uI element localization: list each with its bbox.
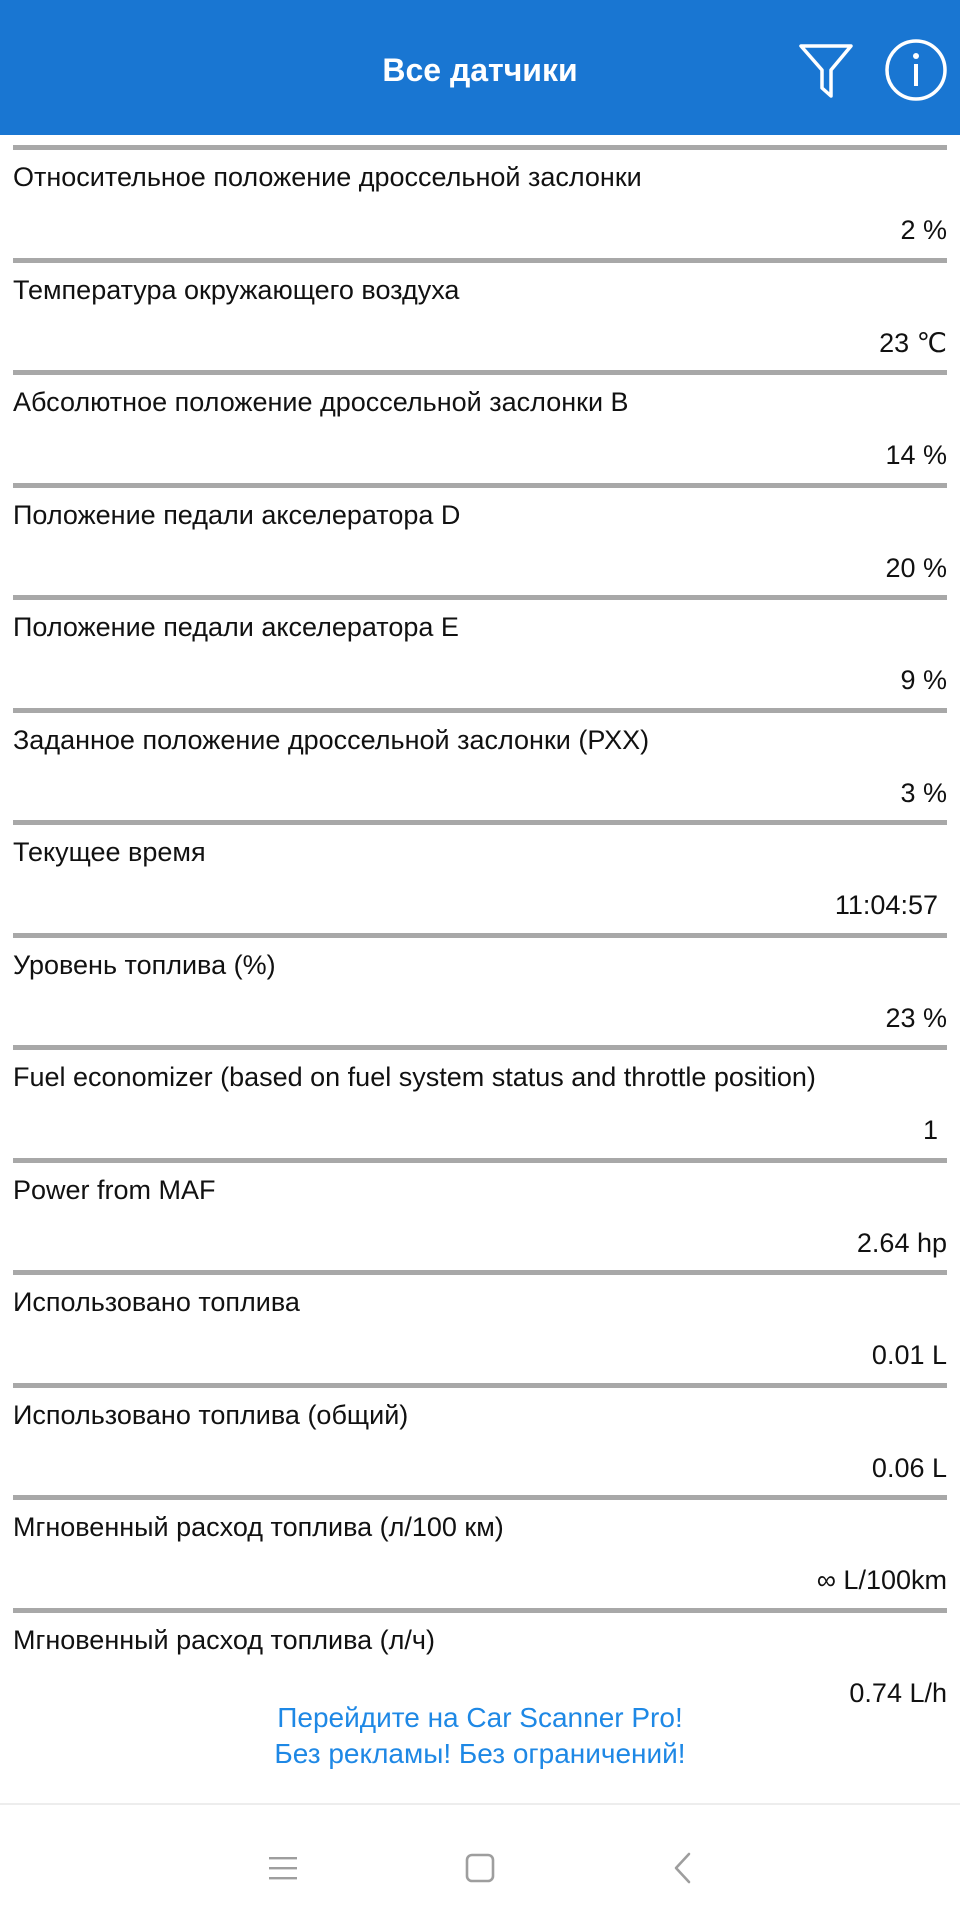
sensor-row[interactable]	[0, 1373, 960, 1486]
sensor-value: 9 %	[900, 665, 947, 695]
row-divider	[13, 1158, 947, 1163]
sensor-value: 0.06 L	[871, 1452, 947, 1483]
row-divider	[13, 595, 947, 600]
row-divider	[13, 1045, 947, 1050]
sensor-value: 2 %	[900, 215, 947, 245]
sensor-row[interactable]	[0, 135, 960, 248]
sensor-name: Положение педали акселератора E	[13, 612, 459, 642]
sensor-name: Относительное положение дроссельной заслонки	[13, 162, 642, 192]
sensor-row[interactable]	[0, 923, 960, 1036]
filter-funnel-icon	[796, 40, 856, 100]
row-divider	[13, 258, 947, 263]
row-divider	[13, 1270, 947, 1275]
promo-banner[interactable]	[0, 1700, 960, 1772]
sensor-row[interactable]	[0, 1260, 960, 1373]
sensor-value: 23 ℃	[879, 327, 947, 358]
nav-back-button[interactable]	[648, 1833, 718, 1903]
sensor-name: Заданное положение дроссельной заслонки (РХХ)	[13, 724, 650, 755]
row-divider	[13, 708, 947, 713]
sensor-value: 2.64 hp	[856, 1227, 947, 1258]
sensor-row[interactable]	[0, 698, 960, 811]
sensor-value: 23 %	[885, 1002, 947, 1033]
sensor-name: Температура окружающего воздуха	[13, 274, 460, 305]
sensor-name: Абсолютное положение дроссельной заслонки B	[13, 387, 629, 417]
sensor-value: 0.74 L/h	[849, 1677, 947, 1708]
row-divider	[13, 483, 947, 488]
promo-line-2[interactable]: Без рекламы! Без ограничений!	[274, 1738, 686, 1769]
row-divider	[13, 370, 947, 375]
sensor-name: Использовано топлива (общий)	[13, 1399, 409, 1430]
sensor-name: Использовано топлива	[13, 1287, 300, 1317]
promo-line-1[interactable]: Перейдите на Car Scanner Pro!	[277, 1702, 683, 1733]
sensor-name: Положение педали акселератора D	[13, 499, 461, 530]
sensor-row[interactable]	[0, 1148, 960, 1261]
sensor-row[interactable]	[0, 1485, 960, 1598]
row-divider	[13, 933, 947, 938]
sensor-list[interactable]	[0, 135, 960, 1708]
sensor-value: 0.01 L	[871, 1340, 947, 1370]
home-square-icon	[464, 1852, 496, 1884]
sensor-row[interactable]	[0, 1035, 960, 1148]
sensor-value: ∞ L/100km	[816, 1565, 947, 1595]
filter-button[interactable]	[786, 30, 866, 110]
sensor-name: Мгновенный расход топлива (л/ч)	[13, 1624, 435, 1655]
sensor-value: 3 %	[900, 777, 947, 808]
row-divider	[13, 1608, 947, 1613]
sensor-name: Мгновенный расход топлива (л/100 км)	[13, 1512, 504, 1542]
sensor-value: 1	[922, 1115, 938, 1145]
sensor-name: Уровень топлива (%)	[13, 949, 276, 980]
back-chevron-icon	[671, 1851, 695, 1885]
sensor-row[interactable]	[0, 810, 960, 923]
nav-menu-button[interactable]	[248, 1833, 318, 1903]
sensor-name: Fuel economizer (based on fuel system status and throttle position)	[13, 1062, 816, 1092]
sensor-row[interactable]	[0, 360, 960, 473]
system-nav-bar	[0, 1803, 960, 1922]
info-circle-icon	[883, 37, 949, 103]
row-divider	[13, 1495, 947, 1500]
row-divider	[13, 145, 947, 150]
app-bar	[0, 0, 960, 135]
row-divider	[13, 1383, 947, 1388]
sensor-name: Текущее время	[13, 837, 206, 867]
info-button[interactable]	[876, 30, 956, 110]
sensor-row[interactable]	[0, 248, 960, 361]
nav-home-button[interactable]	[445, 1833, 515, 1903]
sensor-value: 14 %	[885, 440, 947, 470]
sensor-name: Power from MAF	[13, 1174, 216, 1205]
page-title: Все датчики	[382, 52, 578, 88]
row-divider	[13, 820, 947, 825]
sensor-row[interactable]	[0, 473, 960, 586]
sensor-row[interactable]	[0, 585, 960, 698]
menu-icon	[267, 1854, 299, 1882]
sensor-row[interactable]	[0, 1598, 960, 1711]
sensor-value: 20 %	[885, 552, 947, 583]
sensor-value: 11:04:57	[834, 890, 938, 920]
